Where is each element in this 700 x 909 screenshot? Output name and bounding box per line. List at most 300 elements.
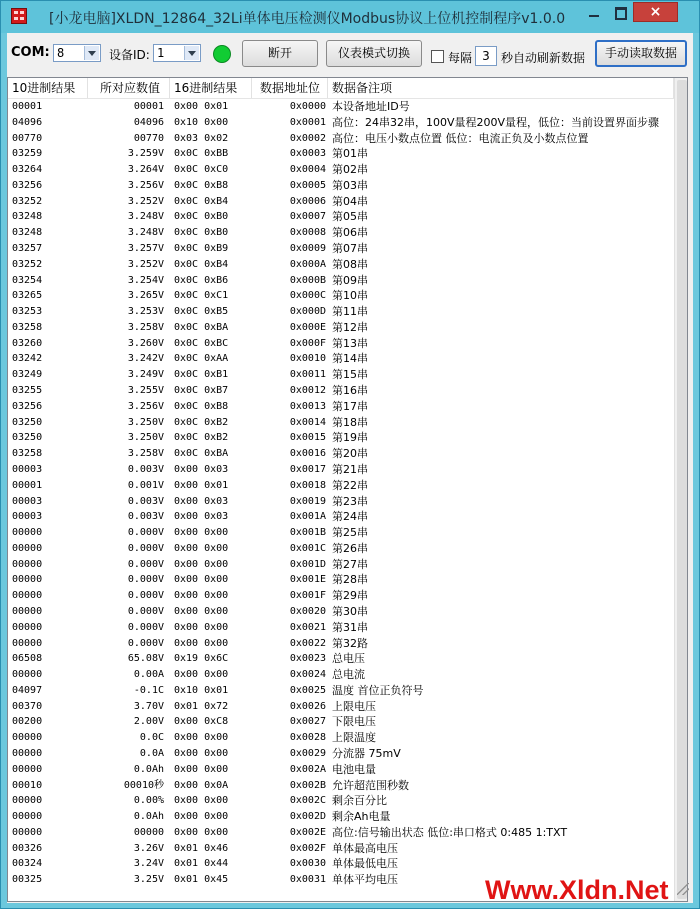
- hex-cell: 0x00 0x01: [174, 101, 229, 112]
- value-cell: 0.0Ah: [133, 811, 164, 823]
- dec-cell: 00010: [12, 779, 43, 791]
- hex-cell: 0x0C 0xB4: [174, 258, 229, 270]
- connection-status-indicator: [213, 45, 231, 63]
- hex-cell: 0x10 0x00: [174, 116, 229, 128]
- address-cell: 0x000A: [289, 258, 326, 270]
- note-cell: 上限电压: [332, 699, 376, 713]
- address-cell: 0x0011: [289, 369, 326, 381]
- table-row[interactable]: [8, 620, 674, 636]
- hex-cell: 0x00 0x00: [174, 747, 229, 759]
- note-cell: 允许超范围秒数: [332, 778, 409, 792]
- dec-cell: 00000: [12, 811, 43, 823]
- hex-cell: 0x0C 0xB1: [174, 369, 229, 381]
- address-cell: 0x002E: [289, 826, 326, 838]
- table-row[interactable]: [8, 225, 674, 241]
- table-row[interactable]: [8, 336, 674, 352]
- address-cell: 0x000B: [289, 274, 326, 286]
- address-cell: 0x002F: [289, 842, 326, 854]
- hex-cell: 0x0C 0xBC: [174, 337, 229, 349]
- hex-cell: 0x10 0x01: [174, 684, 229, 696]
- value-cell: 0.000V: [127, 558, 164, 570]
- table-row[interactable]: [8, 509, 674, 525]
- meter-mode-button[interactable]: 仪表模式切换: [326, 40, 422, 67]
- dec-cell: 00000: [12, 763, 43, 775]
- note-cell: 第04串: [332, 194, 368, 208]
- hex-cell: 0x0C 0xB8: [174, 179, 229, 191]
- table-row[interactable]: [8, 588, 674, 604]
- note-cell: 下限电压: [332, 715, 376, 729]
- hex-cell: 0x0C 0xB4: [174, 195, 229, 207]
- note-cell: 第05串: [332, 210, 368, 224]
- note-cell: 第15串: [332, 368, 368, 382]
- address-cell: 0x0020: [289, 605, 326, 617]
- hex-cell: 0x00 0x03: [174, 463, 229, 475]
- address-cell: 0x0031: [289, 874, 326, 886]
- scrollbar-thumb[interactable]: [677, 80, 687, 899]
- value-cell: 3.254V: [127, 274, 164, 286]
- value-cell: 3.256V: [127, 400, 164, 412]
- table-row[interactable]: [8, 683, 674, 699]
- note-cell: 本设备地址ID号: [332, 100, 410, 113]
- hex-cell: 0x0C 0xB5: [174, 306, 229, 318]
- address-cell: 0x0024: [289, 669, 326, 681]
- note-cell: 第02串: [332, 163, 368, 177]
- column-header-value[interactable]: 所对应数值: [88, 78, 170, 98]
- table-row[interactable]: [8, 194, 674, 210]
- dec-cell: 03259: [12, 148, 43, 160]
- value-cell: 65.08V: [127, 653, 164, 665]
- hex-cell: 0x0C 0xB0: [174, 227, 229, 239]
- note-cell: 第22串: [332, 478, 368, 492]
- value-cell: 3.252V: [127, 195, 164, 207]
- value-cell: 3.258V: [127, 448, 164, 460]
- table-row[interactable]: [8, 257, 674, 273]
- hex-cell: 0x00 0x00: [174, 527, 229, 539]
- dec-cell: 00000: [12, 732, 43, 744]
- column-header-note[interactable]: 数据备注项: [328, 78, 674, 98]
- table-row[interactable]: [8, 636, 674, 652]
- hex-cell: 0x00 0x0A: [174, 779, 229, 791]
- note-cell: 高位：电压小数点位置 低位：电流正负及小数点位置: [332, 131, 589, 145]
- value-cell: 3.253V: [127, 306, 164, 318]
- address-cell: 0x0005: [289, 179, 326, 191]
- note-cell: 高位:信号输出状态 低位:串口格式 0:485 1:TXT: [332, 825, 568, 839]
- auto-refresh-checkbox[interactable]: [431, 50, 444, 63]
- value-cell: 0.00%: [133, 795, 164, 807]
- dec-cell: 00326: [12, 842, 43, 854]
- address-cell: 0x001C: [289, 542, 326, 554]
- address-cell: 0x0013: [289, 400, 326, 412]
- address-cell: 0x0016: [289, 448, 326, 460]
- hex-cell: 0x00 0x00: [174, 558, 229, 570]
- hex-cell: 0x00 0x00: [174, 795, 229, 807]
- note-cell: 第24串: [332, 510, 368, 524]
- column-header-address[interactable]: 数据地址位: [252, 78, 328, 98]
- table-row[interactable]: [8, 399, 674, 415]
- hex-cell: 0x0C 0xB6: [174, 274, 229, 286]
- app-logo-icon: [11, 8, 27, 24]
- table-row[interactable]: [8, 99, 674, 115]
- table-row[interactable]: [8, 273, 674, 289]
- hex-cell: 0x0C 0xB2: [174, 416, 229, 428]
- window-title: [小龙电脑]XLDN_12864_32Li单体电压检测仪Modbus协议上位机控制程序v1.0.0: [49, 11, 566, 27]
- list-header: [8, 78, 674, 99]
- table-row[interactable]: [8, 793, 674, 809]
- hex-cell: 0x00 0x00: [174, 811, 229, 823]
- table-row[interactable]: [8, 115, 674, 131]
- note-cell: 第29串: [332, 589, 368, 603]
- note-cell: 第28串: [332, 573, 368, 587]
- table-row[interactable]: [8, 162, 674, 178]
- table-row[interactable]: [8, 557, 674, 573]
- dec-cell: 00000: [12, 637, 43, 649]
- address-cell: 0x0028: [289, 732, 326, 744]
- address-cell: 0x0021: [289, 621, 326, 633]
- hex-cell: 0x00 0x03: [174, 495, 229, 507]
- table-row[interactable]: [8, 415, 674, 431]
- dec-cell: 00001: [12, 101, 43, 112]
- close-icon: ×: [649, 4, 662, 20]
- table-row[interactable]: [8, 572, 674, 588]
- table-row[interactable]: [8, 131, 674, 147]
- note-cell: 第12串: [332, 320, 368, 334]
- hex-cell: 0x0C 0xAA: [174, 353, 229, 365]
- address-cell: 0x0000: [289, 101, 326, 112]
- address-cell: 0x0023: [289, 653, 326, 665]
- table-row[interactable]: [8, 462, 674, 478]
- address-cell: 0x0012: [289, 385, 326, 397]
- address-cell: 0x000D: [289, 306, 326, 318]
- dec-cell: 00000: [12, 826, 43, 838]
- com-label: COM:: [11, 45, 50, 60]
- note-cell: 第32路: [332, 636, 368, 650]
- address-cell: 0x0022: [289, 637, 326, 649]
- table-row[interactable]: [8, 730, 674, 746]
- table-row[interactable]: [8, 825, 674, 841]
- address-cell: 0x0003: [289, 148, 326, 160]
- hex-cell: 0x00 0xC8: [174, 716, 229, 728]
- table-row[interactable]: [8, 178, 674, 194]
- hex-cell: 0x00 0x00: [174, 605, 229, 617]
- note-cell: 第01串: [332, 147, 368, 161]
- value-cell: 0.003V: [127, 495, 164, 507]
- table-row[interactable]: [8, 714, 674, 730]
- address-cell: 0x0007: [289, 211, 326, 223]
- hex-cell: 0x0C 0xC0: [174, 164, 229, 176]
- value-cell: 3.259V: [127, 148, 164, 160]
- table-row[interactable]: [8, 604, 674, 620]
- note-cell: 总电流: [332, 668, 365, 682]
- address-cell: 0x0015: [289, 432, 326, 444]
- note-cell: 第14串: [332, 352, 368, 366]
- value-cell: 0.000V: [127, 542, 164, 554]
- note-cell: 剩余Ah电量: [332, 810, 391, 824]
- value-cell: 3.249V: [127, 369, 164, 381]
- hex-cell: 0x00 0x00: [174, 590, 229, 602]
- table-row[interactable]: [8, 699, 674, 715]
- value-cell: 0.0Ah: [133, 763, 164, 775]
- value-cell: 3.255V: [127, 385, 164, 397]
- hex-cell: 0x0C 0xBA: [174, 448, 229, 460]
- vertical-scrollbar[interactable]: [674, 78, 688, 901]
- value-cell: 3.256V: [127, 179, 164, 191]
- dec-cell: 03258: [12, 321, 43, 333]
- hex-cell: 0x19 0x6C: [174, 653, 229, 665]
- interval-input[interactable]: 3: [475, 46, 497, 66]
- address-cell: 0x0014: [289, 416, 326, 428]
- value-cell: 0.000V: [127, 527, 164, 539]
- address-cell: 0x0026: [289, 700, 326, 712]
- hex-cell: 0x00 0x03: [174, 511, 229, 523]
- dec-cell: 03252: [12, 258, 43, 270]
- dec-cell: 00001: [12, 479, 43, 491]
- value-cell: 3.258V: [127, 321, 164, 333]
- dec-cell: 00000: [12, 605, 43, 617]
- table-row[interactable]: [8, 494, 674, 510]
- table-row[interactable]: [8, 856, 674, 872]
- dec-cell: 03255: [12, 385, 43, 397]
- dec-cell: 00000: [12, 574, 43, 586]
- note-cell: 第31串: [332, 620, 368, 634]
- device-id-value: 1: [157, 46, 165, 60]
- table-row[interactable]: [8, 762, 674, 778]
- dec-cell: 00003: [12, 463, 43, 475]
- chevron-down-icon[interactable]: [84, 46, 99, 60]
- table-row[interactable]: [8, 304, 674, 320]
- table-row[interactable]: [8, 667, 674, 683]
- address-cell: 0x002A: [289, 763, 326, 775]
- dec-cell: 03258: [12, 448, 43, 460]
- table-row[interactable]: [8, 209, 674, 225]
- note-cell: 剩余百分比: [332, 794, 387, 808]
- dec-cell: 03257: [12, 243, 43, 255]
- dec-cell: 00200: [12, 716, 43, 728]
- value-cell: 3.264V: [127, 164, 164, 176]
- hex-cell: 0x00 0x00: [174, 763, 229, 775]
- note-cell: 第30串: [332, 604, 368, 618]
- address-cell: 0x0009: [289, 243, 326, 255]
- device-id-label: 设备ID:: [109, 48, 150, 62]
- table-row[interactable]: [8, 351, 674, 367]
- value-cell: 00770: [133, 132, 164, 144]
- dec-cell: 00000: [12, 527, 43, 539]
- dec-cell: 00003: [12, 495, 43, 507]
- note-cell: 第03串: [332, 178, 368, 192]
- hex-cell: 0x01 0x45: [174, 874, 229, 886]
- note-cell: 第09串: [332, 273, 368, 287]
- note-cell: 第17串: [332, 399, 368, 413]
- value-cell: 3.242V: [127, 353, 164, 365]
- table-row[interactable]: [8, 809, 674, 825]
- table-row[interactable]: [8, 288, 674, 304]
- hex-cell: 0x00 0x00: [174, 574, 229, 586]
- address-cell: 0x0030: [289, 858, 326, 870]
- dec-cell: 00770: [12, 132, 43, 144]
- address-cell: 0x001A: [289, 511, 326, 523]
- value-cell: 0.0C: [139, 732, 164, 744]
- value-cell: 3.248V: [127, 211, 164, 223]
- table-row[interactable]: [8, 841, 674, 857]
- table-row[interactable]: [8, 478, 674, 494]
- dec-cell: 04096: [12, 116, 43, 128]
- data-list[interactable]: [7, 77, 688, 902]
- value-cell: 0.000V: [127, 590, 164, 602]
- value-cell: 3.25V: [133, 874, 164, 886]
- table-row[interactable]: [8, 430, 674, 446]
- value-cell: 0.001V: [127, 479, 164, 491]
- note-cell: 温度 首位正负符号: [332, 683, 424, 697]
- note-cell: 第26串: [332, 541, 368, 555]
- address-cell: 0x0025: [289, 684, 326, 696]
- dec-cell: 03248: [12, 227, 43, 239]
- com-port-select[interactable]: [53, 44, 101, 62]
- value-cell: 0.003V: [127, 511, 164, 523]
- address-cell: 0x0001: [289, 116, 326, 128]
- watermark: Www.Xldn.Net: [485, 875, 669, 905]
- note-cell: 高位：24串32串，100V量程200V量程，低位：当前设置界面步骤: [332, 115, 660, 129]
- com-port-value: 8: [57, 46, 65, 60]
- table-row[interactable]: [8, 541, 674, 557]
- dec-cell: 00003: [12, 511, 43, 523]
- hex-cell: 0x0C 0xBB: [174, 148, 229, 160]
- table-row[interactable]: [8, 146, 674, 162]
- address-cell: 0x002B: [289, 779, 326, 791]
- table-row[interactable]: [8, 241, 674, 257]
- table-row[interactable]: [8, 320, 674, 336]
- dec-cell: 03260: [12, 337, 43, 349]
- table-row[interactable]: [8, 446, 674, 462]
- auto-refresh-label: 秒自动刷新数据: [501, 51, 586, 65]
- address-cell: 0x0006: [289, 195, 326, 207]
- hex-cell: 0x03 0x02: [174, 132, 229, 144]
- value-cell: 0.000V: [127, 637, 164, 649]
- value-cell: 0.003V: [127, 463, 164, 475]
- table-row[interactable]: [8, 746, 674, 762]
- hex-cell: 0x0C 0xB2: [174, 432, 229, 444]
- value-cell: 3.265V: [127, 290, 164, 302]
- note-cell: 单体平均电压: [332, 873, 398, 887]
- dec-cell: 00000: [12, 795, 43, 807]
- value-cell: 0.00A: [133, 669, 164, 681]
- dec-cell: 00000: [12, 590, 43, 602]
- value-cell: -0.1C: [133, 684, 164, 696]
- hex-cell: 0x01 0x44: [174, 858, 229, 870]
- resize-grip[interactable]: [677, 883, 689, 895]
- address-cell: 0x0002: [289, 132, 326, 144]
- value-cell: 3.252V: [127, 258, 164, 270]
- address-cell: 0x000C: [289, 290, 326, 302]
- dec-cell: 03256: [12, 400, 43, 412]
- dec-cell: 03250: [12, 416, 43, 428]
- close-button[interactable]: [633, 2, 678, 22]
- hex-cell: 0x0C 0xBA: [174, 321, 229, 333]
- note-cell: 上限温度: [332, 731, 376, 745]
- note-cell: 电池电量: [332, 762, 376, 776]
- hex-cell: 0x0C 0xB7: [174, 385, 229, 397]
- device-id-select[interactable]: [153, 44, 201, 62]
- hex-cell: 0x0C 0xB9: [174, 243, 229, 255]
- note-cell: 第13串: [332, 336, 368, 350]
- note-cell: 第10串: [332, 289, 368, 303]
- dec-cell: 03252: [12, 195, 43, 207]
- minimize-button[interactable]: [581, 2, 607, 22]
- dec-cell: 03265: [12, 290, 43, 302]
- value-cell: 3.260V: [127, 337, 164, 349]
- address-cell: 0x0008: [289, 227, 326, 239]
- value-cell: 0.000V: [127, 574, 164, 586]
- value-cell: 04096: [133, 116, 164, 128]
- dec-cell: 03264: [12, 164, 43, 176]
- note-cell: 第21串: [332, 462, 368, 476]
- value-cell: 3.248V: [127, 227, 164, 239]
- hex-cell: 0x0C 0xB8: [174, 400, 229, 412]
- address-cell: 0x000E: [289, 321, 326, 333]
- value-cell: 3.250V: [127, 432, 164, 444]
- column-header-hex[interactable]: 16进制结果: [170, 78, 252, 98]
- dec-cell: 03242: [12, 353, 43, 365]
- chevron-down-icon[interactable]: [184, 46, 199, 60]
- column-header-dec[interactable]: 10进制结果: [8, 78, 88, 98]
- note-cell: 第20串: [332, 447, 368, 461]
- hex-cell: 0x00 0x00: [174, 732, 229, 744]
- dec-cell: 00325: [12, 874, 43, 886]
- address-cell: 0x0018: [289, 479, 326, 491]
- note-cell: 第27串: [332, 557, 368, 571]
- note-cell: 第08串: [332, 257, 368, 271]
- note-cell: 分流器 75mV: [332, 746, 401, 760]
- value-cell: 3.70V: [133, 700, 164, 712]
- hex-cell: 0x00 0x01: [174, 479, 229, 491]
- title-bar[interactable]: [1, 1, 699, 33]
- value-cell: 0.000V: [127, 621, 164, 633]
- dec-cell: 00324: [12, 858, 43, 870]
- value-cell: 3.26V: [133, 842, 164, 854]
- hex-cell: 0x01 0x46: [174, 842, 229, 854]
- table-row[interactable]: [8, 525, 674, 541]
- address-cell: 0x001B: [289, 527, 326, 539]
- table-row[interactable]: [8, 778, 674, 794]
- disconnect-button[interactable]: 断开: [242, 40, 318, 67]
- table-row[interactable]: [8, 383, 674, 399]
- hex-cell: 0x00 0x00: [174, 637, 229, 649]
- dec-cell: 03248: [12, 211, 43, 223]
- address-cell: 0x002C: [289, 795, 326, 807]
- note-cell: 第07串: [332, 242, 368, 256]
- address-cell: 0x0029: [289, 747, 326, 759]
- hex-cell: 0x00 0x00: [174, 542, 229, 554]
- dec-cell: 00000: [12, 558, 43, 570]
- note-cell: 单体最低电压: [332, 857, 398, 871]
- hex-cell: 0x00 0x00: [174, 826, 229, 838]
- table-row[interactable]: [8, 651, 674, 667]
- note-cell: 第18串: [332, 415, 368, 429]
- address-cell: 0x001F: [289, 590, 326, 602]
- note-cell: 第11串: [332, 305, 368, 319]
- manual-read-button[interactable]: 手动读取数据: [595, 40, 687, 67]
- address-cell: 0x0027: [289, 716, 326, 728]
- note-cell: 第06串: [332, 226, 368, 240]
- value-cell: 0.000V: [127, 605, 164, 617]
- note-cell: 总电压: [332, 652, 365, 666]
- value-cell: 3.24V: [133, 858, 164, 870]
- maximize-button[interactable]: [607, 2, 633, 22]
- value-cell: 0.0A: [139, 747, 164, 759]
- value-cell: 2.00V: [133, 716, 164, 728]
- note-cell: 单体最高电压: [332, 841, 398, 855]
- hex-cell: 0x0C 0xC1: [174, 290, 229, 302]
- hex-cell: 0x0C 0xB0: [174, 211, 229, 223]
- table-row[interactable]: [8, 367, 674, 383]
